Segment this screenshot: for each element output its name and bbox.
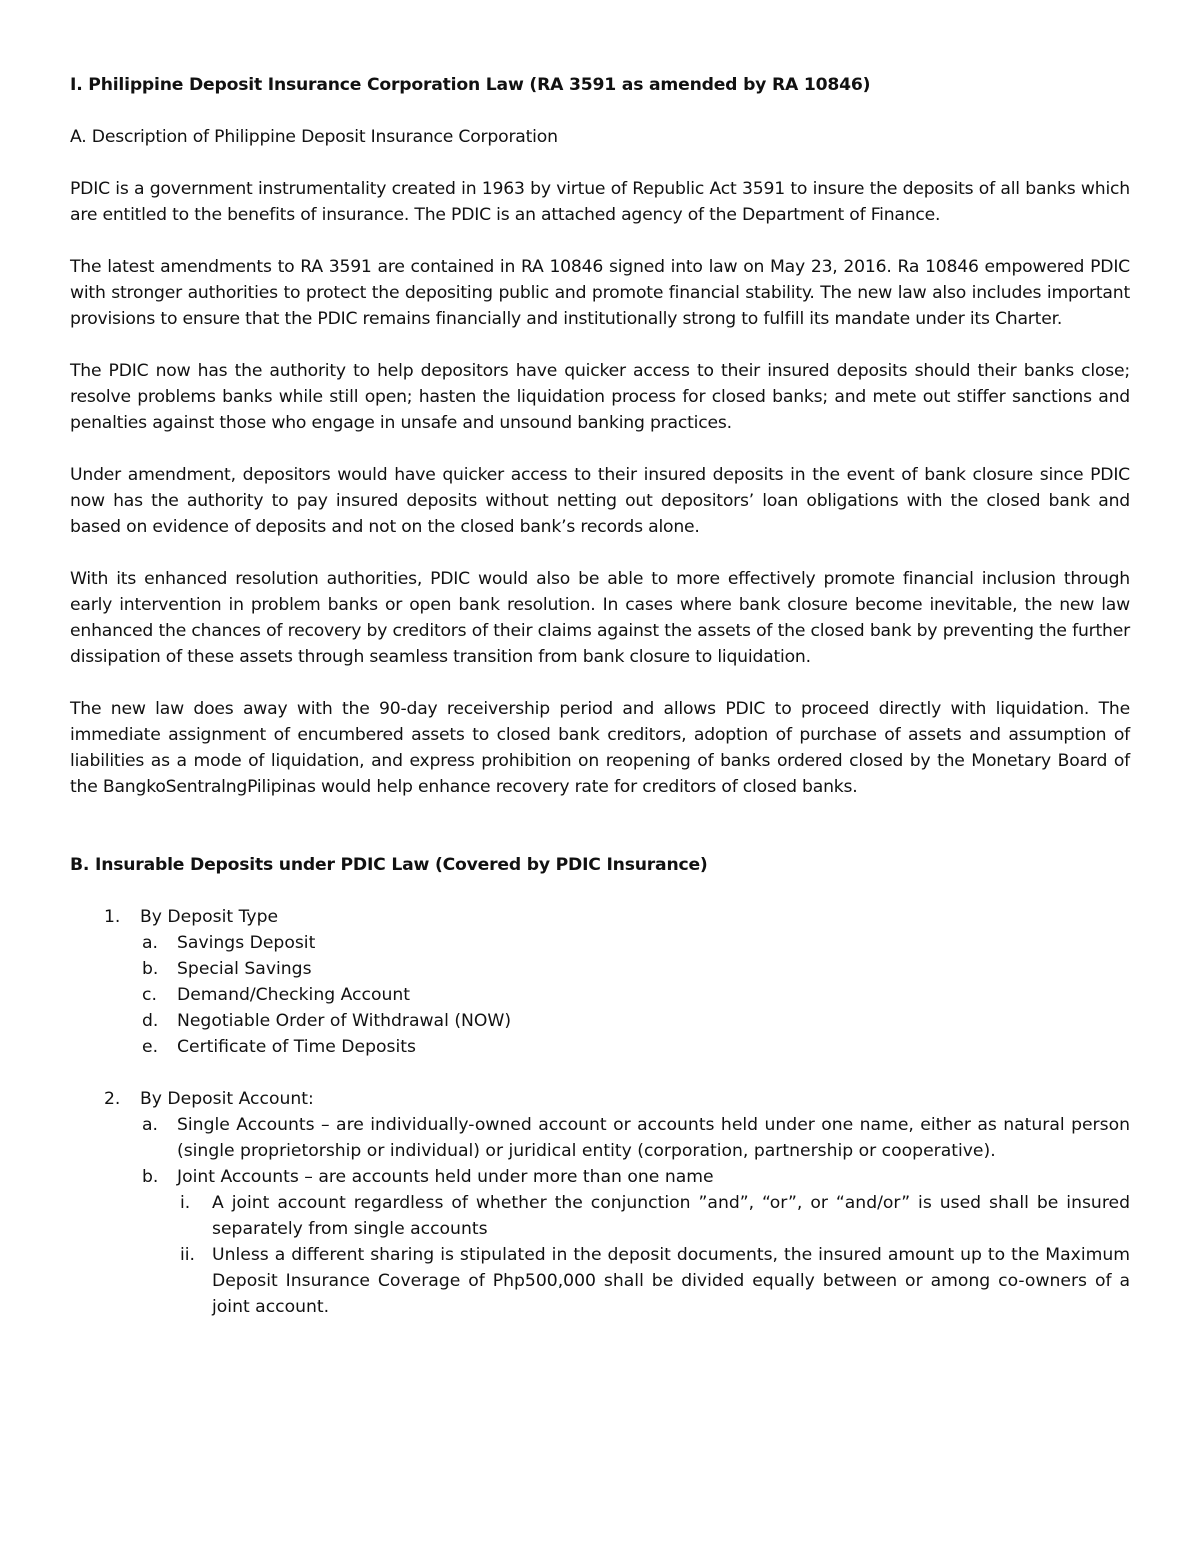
list-text: Unless a different sharing is stipulated in the deposit documents, the insured amount up to the Maximum Deposit Insurance Coverage of Php500,000 shall be divided equally between or among co-owners of a joint account. [212, 1245, 1130, 1317]
list-text: Certificate of Time Deposits [177, 1037, 416, 1057]
list-subitem [70, 1190, 1130, 1242]
list-subitem [70, 1242, 1130, 1320]
list-item [70, 1112, 1130, 1164]
list-letter: a. [142, 1115, 158, 1135]
list-item [70, 904, 1130, 930]
section-b-heading: B. Insurable Deposits under PDIC Law (Covered by PDIC Insurance) [70, 855, 708, 875]
list-roman: ii. [180, 1245, 196, 1265]
deposit-account-list [70, 1086, 1130, 1320]
list-label: By Deposit Account: [140, 1089, 314, 1109]
paragraph: The PDIC now has the authority to help depositors have quicker access to their insured deposits should their banks close; resolve problems banks while still open; hasten the liquidation process for closed banks; and mete out stiffer sanctions and penalties against those who engage in unsafe and unsound banking practices. [70, 361, 1130, 433]
deposit-type-list [70, 904, 1130, 1060]
list-letter: e. [142, 1037, 159, 1057]
list-roman: i. [180, 1193, 191, 1213]
list-item [70, 930, 1130, 956]
list-letter: b. [142, 959, 159, 979]
document-page [70, 72, 1130, 1320]
list-letter: b. [142, 1167, 159, 1187]
list-item [70, 1034, 1130, 1060]
list-text: Negotiable Order of Withdrawal (NOW) [177, 1011, 512, 1031]
list-item [70, 956, 1130, 982]
document-title: I. Philippine Deposit Insurance Corporation Law (RA 3591 as amended by RA 10846) [70, 75, 871, 95]
list-text: Special Savings [177, 959, 312, 979]
paragraph: The new law does away with the 90-day receivership period and allows PDIC to proceed directly with liquidation. The immediate assignment of encumbered assets to closed bank creditors, adoption of purchase of assets and assumption of liabilities as a mode of liquidation, and express prohibition on reopening of banks ordered closed by the Monetary Board of the BangkoSentralngPilipinas would help enhance recovery rate for creditors of closed banks. [70, 699, 1130, 797]
list-item [70, 1086, 1130, 1112]
list-number: 2. [104, 1089, 121, 1109]
paragraph: With its enhanced resolution authorities, PDIC would also be able to more effectively promote financial inclusion through early intervention in problem banks or open bank resolution. In cases where bank closure become inevitable, the new law enhanced the chances of recovery by creditors of their claims against the assets of the closed bank by preventing the further dissipation of these assets through seamless transition from bank closure to liquidation. [70, 569, 1130, 667]
list-item [70, 1164, 1130, 1190]
list-text: Single Accounts – are individually-owned account or accounts held under one name, either as natural person (single proprietorship or individual) or juridical entity (corporation, partnership or cooperative). [177, 1115, 1130, 1161]
list-letter: d. [142, 1011, 159, 1031]
list-number: 1. [104, 907, 121, 927]
list-label: By Deposit Type [140, 907, 279, 927]
list-letter: a. [142, 933, 158, 953]
paragraph: Under amendment, depositors would have quicker access to their insured deposits in the event of bank closure since PDIC now has the authority to pay insured deposits without netting out depositors’ loan obligations with the closed bank and based on evidence of deposits and not on the closed bank’s records alone. [70, 465, 1130, 537]
list-text: Joint Accounts – are accounts held under more than one name [177, 1167, 714, 1187]
list-text: Savings Deposit [177, 933, 316, 953]
list-item [70, 982, 1130, 1008]
list-letter: c. [142, 985, 157, 1005]
list-text: A joint account regardless of whether the conjunction ”and”, “or”, or “and/or” is used shall be insured separately from single accounts [212, 1193, 1130, 1239]
paragraph: The latest amendments to RA 3591 are contained in RA 10846 signed into law on May 23, 2016. Ra 10846 empowered PDIC with stronger authorities to protect the depositing public and promote financial stability. The new law also includes important provisions to ensure that the PDIC remains financially and institutionally strong to fulfill its mandate under its Charter. [70, 257, 1130, 329]
list-text: Demand/Checking Account [177, 985, 410, 1005]
list-item [70, 1008, 1130, 1034]
section-a-heading: A. Description of Philippine Deposit Insurance Corporation [70, 127, 558, 147]
paragraph: PDIC is a government instrumentality created in 1963 by virtue of Republic Act 3591 to insure the deposits of all banks which are entitled to the benefits of insurance. The PDIC is an attached agency of the Department of Finance. [70, 179, 1130, 225]
